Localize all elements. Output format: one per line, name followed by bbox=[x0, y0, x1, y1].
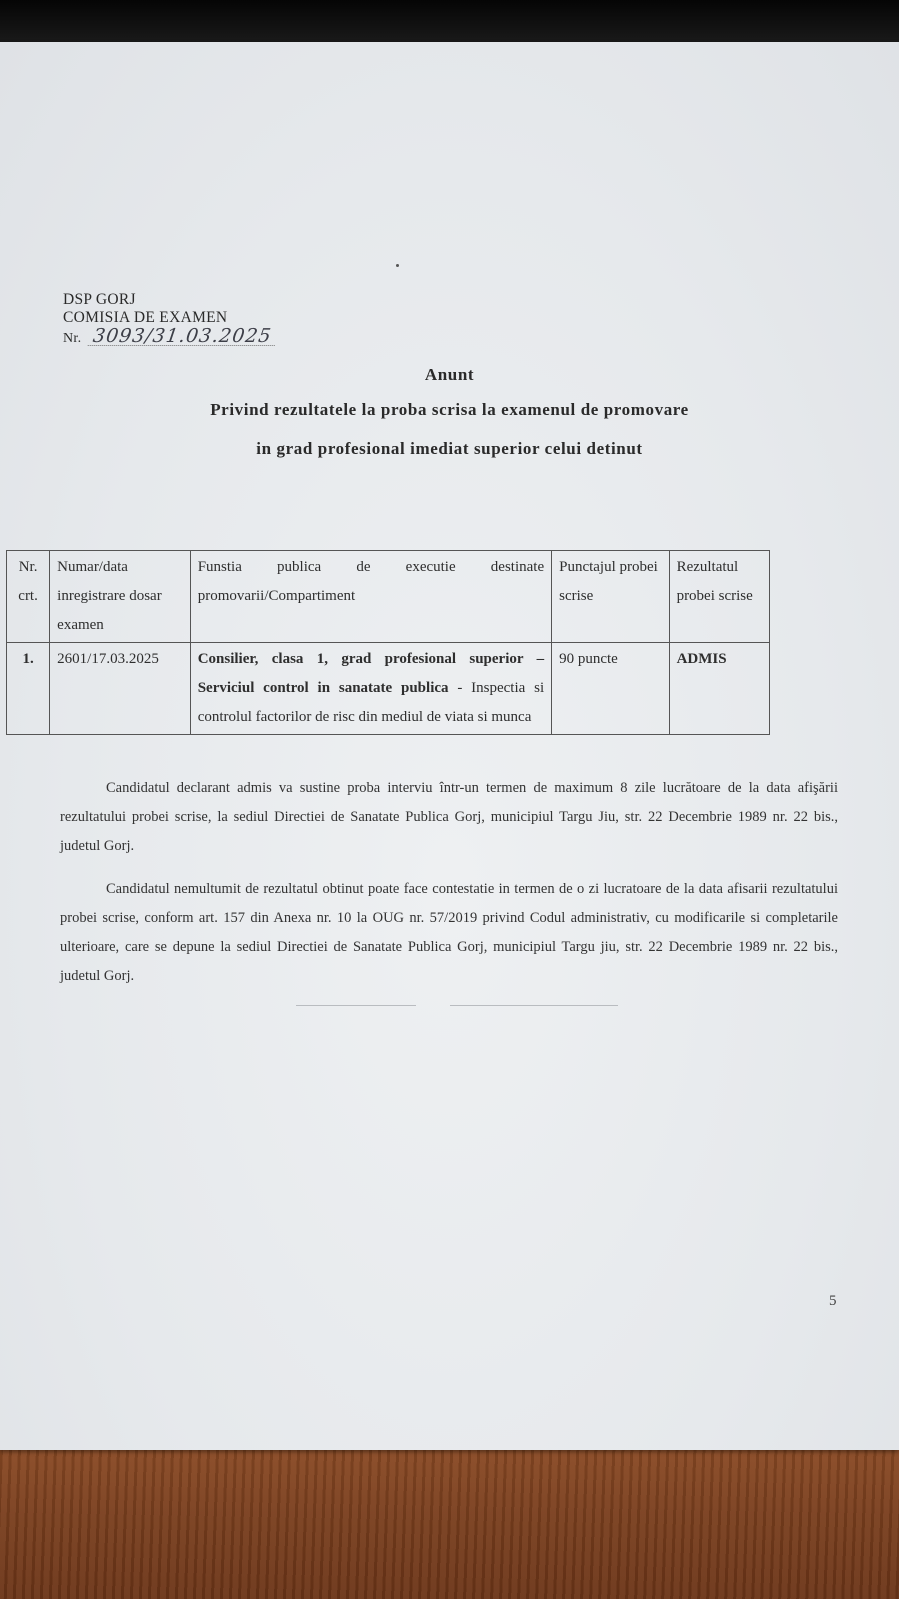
functia-bold-text: Consilier, clasa 1, grad profesional superior – Serviciul control in sanatate publica bbox=[197, 651, 545, 696]
title-anunt: Anunt bbox=[424, 365, 475, 384]
paragraph-contestation: Candidatul nemultumit de rezultatul obtinut poate face contestatie in termen de o zi lucratoare de la data afisarii rezultatului probei scrise, conform art. 157 din Anexa nr. 10 la OUG nr. 57/2019 privind Codul administrativ, cu modificarile si completarile ulterioare, care se depune la sediul Directiei de Sanatate Publica Gorj, municipiul Targu jiu, str. 22 Decembrie 1989 nr. 22 bis., judetul Gorj. bbox=[60, 881, 838, 984]
header-functia: Funstia publica de executie destinate promovarii/Compartiment bbox=[190, 551, 551, 643]
divider-line bbox=[450, 1005, 618, 1006]
cell-punctaj: 90 puncte bbox=[552, 643, 669, 735]
cell-functia bbox=[190, 643, 551, 735]
registration-number bbox=[63, 327, 276, 348]
cell-numar-data: 2601/17.03.2025 bbox=[50, 643, 191, 735]
title-line-3: in grad profesional imediat superior celui detinut bbox=[256, 439, 643, 458]
cell-nr: 1. bbox=[7, 643, 50, 735]
handwritten-nr-value: 3093/31.03.2025 bbox=[88, 327, 277, 346]
header-nr-crt: Nr. crt. bbox=[7, 551, 50, 643]
commission-name: COMISIA DE EXAMEN bbox=[63, 309, 228, 326]
document-header bbox=[63, 291, 276, 348]
nr-label: Nr. bbox=[63, 331, 82, 346]
org-name: DSP GORJ bbox=[63, 291, 136, 308]
page-number: 5 bbox=[829, 1293, 837, 1309]
paper-speck bbox=[396, 264, 399, 267]
paragraph-interview: Candidatul declarant admis va sustine proba interviu într-un termen de maximum 8 zile lucrătoare de la data afişării rezultatului probei scrise, la sediul Directiei de Sanatate Publica Gorj, municipiul Targu Jiu, str. 22 Decembrie 1989 nr. 22 bis., judetul Gorj. bbox=[60, 780, 838, 854]
header-numar-data: Numar/data inregistrare dosar examen bbox=[50, 551, 191, 643]
document-page bbox=[0, 42, 899, 1450]
results-table bbox=[6, 550, 770, 735]
header-rezultat: Rezultatul probei scrise bbox=[669, 551, 769, 643]
title-line-2: Privind rezultatele la proba scrisa la examenul de promovare bbox=[210, 400, 689, 419]
divider-line bbox=[296, 1005, 416, 1006]
cell-rezultat: ADMIS bbox=[669, 643, 769, 735]
desk-surface bbox=[0, 1448, 899, 1599]
table-row bbox=[7, 643, 770, 735]
photo-top-edge bbox=[0, 0, 899, 46]
header-punctaj: Punctajul probei scrise bbox=[552, 551, 669, 643]
table-header-row bbox=[7, 551, 770, 643]
functia-rest-text: - Inspectia si controlul factorilor de risc din mediul de viata si munca bbox=[197, 680, 545, 725]
